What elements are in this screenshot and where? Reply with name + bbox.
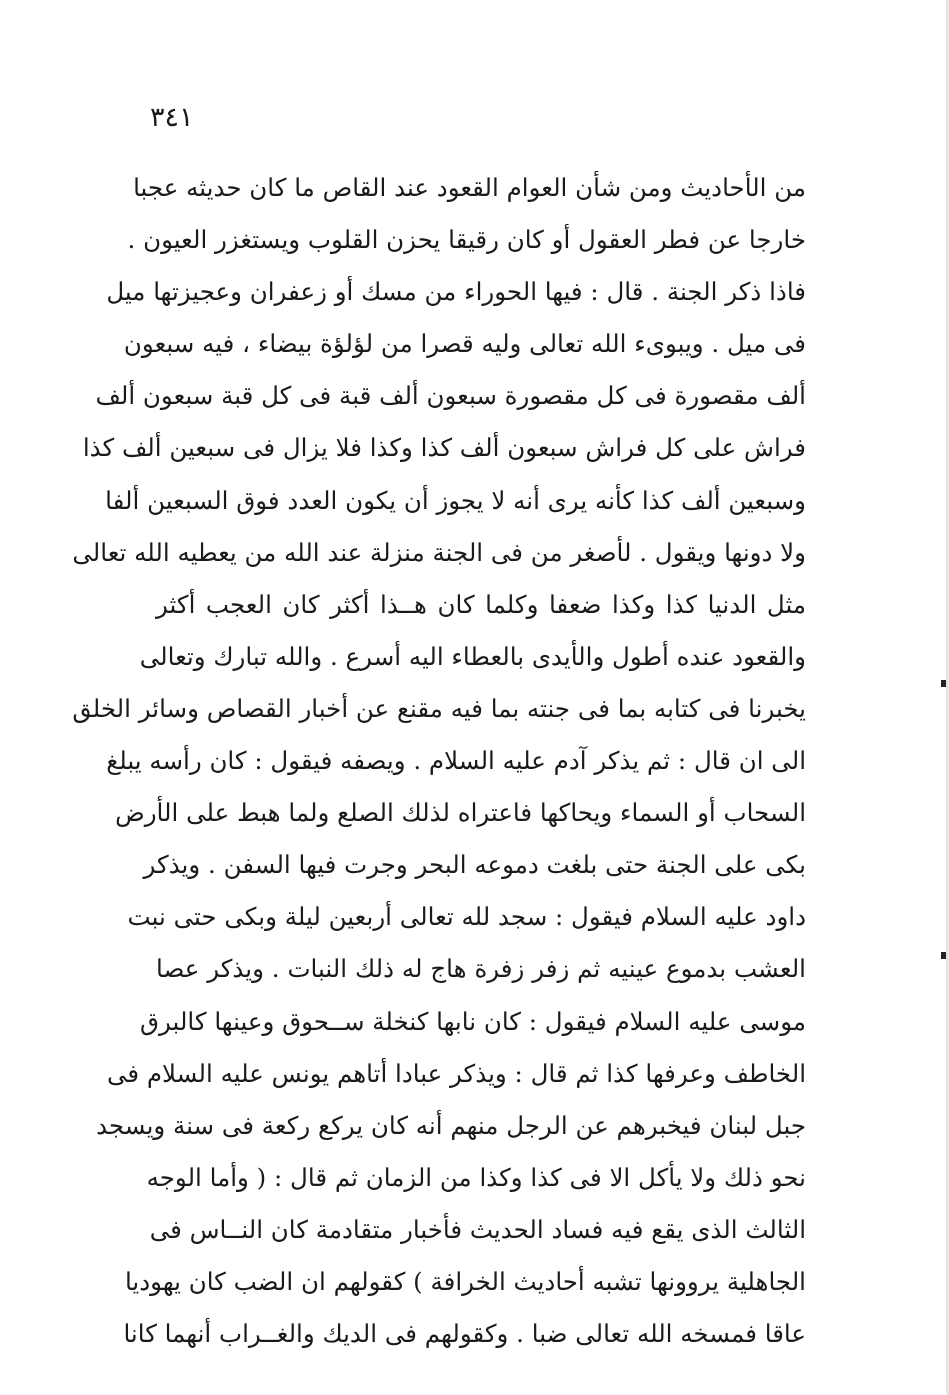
text-line: نحو ذلك ولا يأكل الا فى كذا وكذا من الزمان ثم قال : ( وأما الوجه xyxy=(146,1162,806,1192)
text-line: وسبعين ألف كذا كأنه يرى أنه لا يجوز أن يكون العدد فوق السبعين ألفا xyxy=(105,485,806,515)
text-line: الخاطف وعرفها كذا ثم قال : ويذكر عبادا أتاهم يونس عليه السلام فى xyxy=(106,1058,806,1088)
text-line: والقعود عنده أطول والأيدى بالعطاء اليه أسرع . والله تبارك وتعالى xyxy=(139,641,806,671)
text-line: بكى على الجنة حتى بلغت دموعه البحر وجرت فيها السفن . ويذكر xyxy=(143,850,806,880)
text-line: فى ميل . ويبوىء الله تعالى وليه قصرا من لؤلؤة بيضاء ، فيه سبعون xyxy=(123,329,806,359)
text-line: مثل الدنيا كذا وكذا ضعفا وكلما كان هــذا أكثر كان العجب أكثر xyxy=(156,589,806,619)
text-line: يخبرنا فى كتابه بما فى جنته بما فيه مقنع عن أخبار القصاص وسائر الخلق xyxy=(72,693,806,723)
text-line: العشب بدموع عينيه ثم زفر زفرة هاج له ذلك النبات . ويذكر عصا xyxy=(156,954,806,984)
scan-mark xyxy=(941,680,946,687)
scan-mark xyxy=(941,952,946,959)
text-line: الجاهلية يروونها تشبه أحاديث الخرافة ) كقولهم ان الضب كان يهوديا xyxy=(124,1266,806,1296)
text-line: جبل لبنان فيخبرهم عن الرجل منهم أنه كان يركع ركعة فى سنة ويسجد xyxy=(96,1110,806,1140)
text-line: داود عليه السلام فيقول : سجد لله تعالى أربعين ليلة وبكى حتى نبت xyxy=(127,902,806,932)
text-line: موسى عليه السلام فيقول : كان نابها كنخلة ســحوق وعينها كالبرق xyxy=(140,1006,806,1036)
text-line: السحاب أو السماء ويحاكها فاعتراه لذلك الصلع ولما هبط على الأرض xyxy=(115,798,806,828)
body-text xyxy=(72,162,806,1360)
text-line: خارجا عن فطر العقول أو كان رقيقا يحزن القلوب ويستغزر العيون . xyxy=(127,225,806,255)
page-number: ٣٤١ xyxy=(150,102,194,133)
text-line: من الأحاديث ومن شأن العوام القعود عند القاص ما كان حديثه عجبا xyxy=(133,173,806,202)
text-line: الثالث الذى يقع فيه فساد الحديث فأخبار متقادمة كان النــاس فى xyxy=(149,1214,806,1244)
text-line: الى ان قال : ثم يذكر آدم عليه السلام . ويصفه فيقول : كان رأسه يبلغ xyxy=(106,746,806,776)
text-line: فاذا ذكر الجنة . قال : فيها الحوراء من مسك أو زعفران وعجيزتها ميل xyxy=(106,277,806,307)
text-line: عاقا فمسخه الله تعالى ضبا . وكقولهم فى الديك والغــراب أنهما كانا xyxy=(123,1319,806,1349)
text-line: فراش على كل فراش سبعون ألف كذا وكذا فلا يزال فى سبعين ألف كذا xyxy=(82,433,806,463)
text-line: ألف مقصورة فى كل مقصورة سبعون ألف قبة فى كل قبة سبعون ألف xyxy=(95,381,806,411)
text-line: ولا دونها ويقول . لأصغر من فى الجنة منزلة عند الله من يعطيه الله تعالى xyxy=(72,537,806,567)
